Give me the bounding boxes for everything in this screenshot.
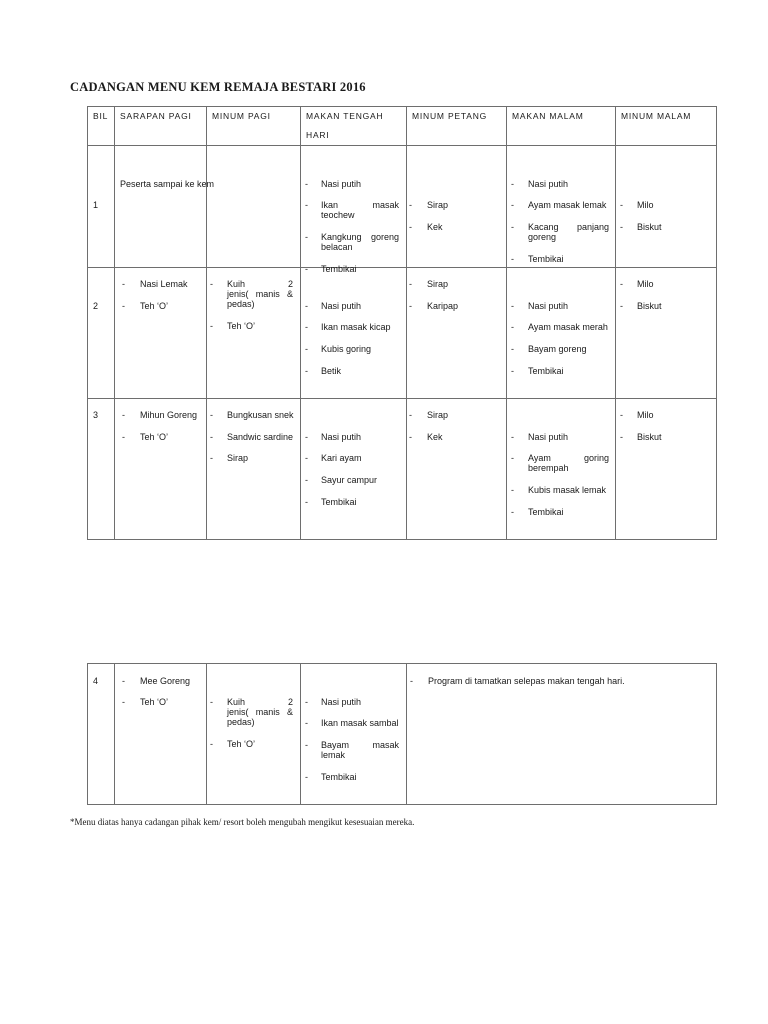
- menu-item: Teh ‘O’: [140, 432, 169, 442]
- bil-cell: [88, 268, 115, 399]
- menu-item: Nasi putih: [321, 697, 362, 707]
- menu-item: Sayur campur: [321, 475, 378, 485]
- menu-item: Kek: [427, 222, 443, 232]
- sarapan-cell: [115, 268, 207, 399]
- menu-item: Mihun Goreng: [140, 410, 198, 420]
- tengah-hari-cell: [301, 399, 407, 540]
- menu-item: Bayam masak: [321, 740, 399, 750]
- menu-item: Biskut: [637, 222, 662, 232]
- program-end-note: Program di tamatkan selepas makan tengah hari.: [428, 676, 625, 686]
- dash: -: [210, 279, 213, 289]
- menu-item: Kacang panjang: [528, 222, 609, 232]
- sarapan-cell: [115, 399, 207, 540]
- menu-item: Nasi putih: [321, 179, 362, 189]
- menu-item: Tembikai: [321, 264, 357, 274]
- menu-item: Ayam masak lemak: [528, 200, 607, 210]
- dash: -: [409, 200, 412, 210]
- dash: -: [305, 453, 308, 463]
- menu-item: Betik: [321, 366, 342, 376]
- menu-item: Tembikai: [321, 497, 357, 507]
- dash: -: [305, 322, 308, 332]
- menu-item: Ikan masak sambal: [321, 718, 399, 728]
- menu-table: [87, 106, 717, 540]
- menu-item: Sirap: [227, 453, 249, 463]
- dash: -: [305, 179, 308, 189]
- bil-number: 3: [93, 410, 99, 420]
- dash: -: [122, 432, 125, 442]
- footnote: *Menu diatas hanya cadangan pihak kem/ resort boleh mengubah mengikut kesesuaian mereka.: [70, 817, 415, 827]
- menu-item: Karipap: [427, 301, 459, 311]
- dash: -: [511, 453, 514, 463]
- menu-item: Nasi putih: [321, 432, 362, 442]
- menu-item: Sirap: [427, 410, 449, 420]
- dash: -: [210, 321, 213, 331]
- dash: -: [305, 772, 308, 782]
- sarapan-cell: [115, 664, 207, 805]
- bil-cell: [88, 146, 115, 268]
- menu-item: Tembikai: [528, 366, 564, 376]
- tengah-hari-cell: [301, 268, 407, 399]
- sarapan-cell: [115, 146, 215, 268]
- minum-malam-cell: [616, 268, 717, 399]
- tengah-hari-cell: [301, 664, 407, 805]
- dash: -: [511, 507, 514, 517]
- table-row: [88, 268, 717, 399]
- dash: -: [305, 432, 308, 442]
- minum-pagi-cell: [207, 399, 301, 540]
- dash: -: [305, 740, 308, 750]
- dash: -: [122, 301, 125, 311]
- dash: -: [409, 410, 412, 420]
- menu-item: Teh ‘O’: [140, 697, 169, 707]
- dash: -: [122, 410, 125, 420]
- menu-item: Bungkusan snek: [227, 410, 294, 420]
- page-title: CADANGAN MENU KEM REMAJA BESTARI 2016: [70, 80, 366, 94]
- arrival-note: Peserta sampai ke kem: [120, 179, 215, 189]
- dash: -: [409, 222, 412, 232]
- menu-item: Sirap: [427, 279, 449, 289]
- menu-item: Mee Goreng: [140, 676, 191, 686]
- menu-item: Ayam masak merah: [528, 322, 608, 332]
- minum-pagi-cell: [207, 146, 301, 268]
- dash: -: [305, 344, 308, 354]
- menu-item: Ayam goring: [528, 453, 609, 463]
- dash: -: [122, 279, 125, 289]
- menu-item: Nasi putih: [528, 301, 569, 311]
- minum-malam-cell: [616, 146, 717, 268]
- dash: -: [305, 301, 308, 311]
- menu-item: Ikan masak: [321, 200, 399, 210]
- menu-item: Tembikai: [528, 507, 564, 517]
- dash: -: [511, 366, 514, 376]
- menu-item: Biskut: [637, 432, 662, 442]
- dash: -: [620, 222, 623, 232]
- dash: -: [620, 301, 623, 311]
- dash: -: [409, 279, 412, 289]
- minum-malam-cell: [616, 399, 717, 540]
- menu-item: Nasi putih: [528, 432, 569, 442]
- dash: -: [305, 264, 308, 274]
- minum-pagi-cell: [207, 268, 301, 399]
- menu-item: Tembikai: [528, 254, 564, 264]
- menu-item: jenis( manis &: [227, 289, 293, 299]
- menu-item: belacan: [321, 242, 353, 252]
- dash: -: [511, 179, 514, 189]
- dash: -: [122, 697, 125, 707]
- bil-cell: [88, 399, 115, 540]
- menu-item: Kuih 2: [227, 279, 293, 289]
- menu-item: pedas): [227, 299, 255, 309]
- dash: -: [305, 366, 308, 376]
- menu-item: Nasi putih: [321, 301, 362, 311]
- menu-item: Milo: [637, 279, 654, 289]
- table-row: [88, 664, 717, 805]
- minum-petang-cell: [407, 146, 507, 268]
- menu-item: Nasi Lemak: [140, 279, 188, 289]
- menu-item: Milo: [637, 200, 654, 210]
- table-row: [88, 146, 717, 268]
- dash: -: [210, 739, 213, 749]
- dash: -: [511, 254, 514, 264]
- dash: -: [511, 222, 514, 232]
- dash: -: [511, 485, 514, 495]
- dash: -: [511, 200, 514, 210]
- header-row: [88, 107, 717, 146]
- menu-item: Teh ‘O’: [227, 321, 256, 331]
- dash: -: [305, 697, 308, 707]
- dash: -: [305, 497, 308, 507]
- tengah-hari-cell: [301, 146, 407, 274]
- menu-item: Kubis masak lemak: [528, 485, 607, 495]
- dash: -: [511, 432, 514, 442]
- menu-item: jenis( manis &: [227, 707, 293, 717]
- dash: -: [305, 475, 308, 485]
- table-row: [88, 399, 717, 540]
- menu-item: pedas): [227, 717, 255, 727]
- header-minum-petang: MINUM PETANG: [407, 107, 507, 146]
- makan-malam-cell: [507, 268, 616, 399]
- menu-item: Kek: [427, 432, 443, 442]
- makan-malam-cell: [507, 399, 616, 540]
- menu-item: goreng: [528, 232, 557, 242]
- header-makan-tengah-hari: MAKAN TENGAH HARI: [301, 107, 407, 146]
- menu-item: Bayam goreng: [528, 344, 587, 354]
- menu-table-continued: [87, 663, 717, 805]
- dash: -: [409, 301, 412, 311]
- menu-item: Kari ayam: [321, 453, 362, 463]
- header-bil: BIL: [88, 107, 115, 146]
- menu-item: Milo: [637, 410, 654, 420]
- dash: -: [210, 432, 213, 442]
- bil-number: 4: [93, 676, 99, 686]
- bil-number: 2: [93, 301, 99, 311]
- dash: -: [511, 322, 514, 332]
- menu-item: Ikan masak kicap: [321, 322, 391, 332]
- menu-item: Sirap: [427, 200, 449, 210]
- menu-item: Teh ‘O’: [140, 301, 169, 311]
- dash: -: [620, 279, 623, 289]
- dash: -: [620, 200, 623, 210]
- minum-petang-cell: [407, 268, 507, 399]
- dash: -: [305, 718, 308, 728]
- menu-item: berempah: [528, 463, 569, 473]
- dash: -: [620, 410, 623, 420]
- dash: -: [210, 697, 213, 707]
- menu-item: lemak: [321, 750, 346, 760]
- dash: -: [210, 410, 213, 420]
- minum-petang-cell: [407, 399, 507, 540]
- header-sarapan-pagi: SARAPAN PAGI: [115, 107, 207, 146]
- menu-item: Tembikai: [321, 772, 357, 782]
- dash: -: [410, 676, 413, 686]
- menu-item: Teh ‘O’: [227, 739, 256, 749]
- menu-item: Nasi putih: [528, 179, 569, 189]
- header-minum-pagi: MINUM PAGI: [207, 107, 301, 146]
- menu-item: Sandwic sardine: [227, 432, 294, 442]
- menu-item: Biskut: [637, 301, 662, 311]
- bil-cell: [88, 664, 115, 805]
- dash: -: [511, 344, 514, 354]
- dash: -: [511, 301, 514, 311]
- menu-item: Kubis goring: [321, 344, 372, 354]
- dash: -: [305, 232, 308, 242]
- dash: -: [409, 432, 412, 442]
- dash: -: [305, 200, 308, 210]
- header-minum-malam: MINUM MALAM: [616, 107, 717, 146]
- makan-malam-cell: [507, 146, 616, 268]
- menu-item: Kuih 2: [227, 697, 293, 707]
- program-note-cell: [407, 664, 717, 805]
- menu-item: Kangkung goreng: [321, 232, 399, 242]
- dash: -: [210, 453, 213, 463]
- minum-pagi-cell: [207, 664, 301, 805]
- dash: -: [620, 432, 623, 442]
- dash: -: [122, 676, 125, 686]
- bil-number: 1: [93, 200, 99, 210]
- header-makan-malam: MAKAN MALAM: [507, 107, 616, 146]
- menu-item: teochew: [321, 210, 355, 220]
